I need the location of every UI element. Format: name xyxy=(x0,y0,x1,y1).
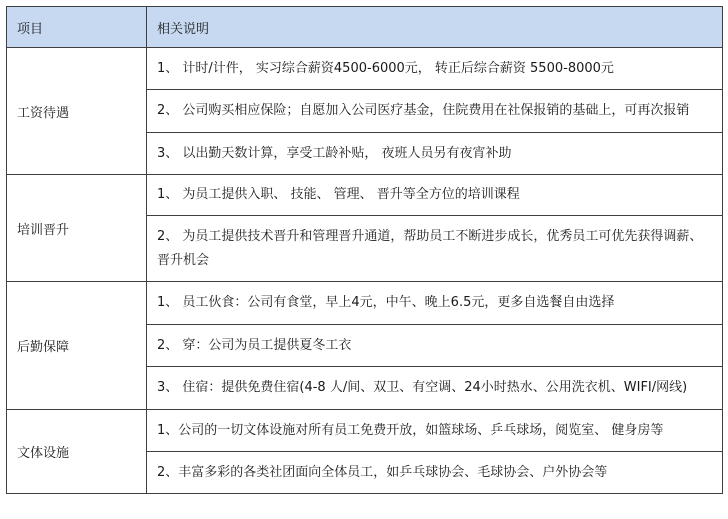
description-cell: 2、 公司购买相应保险；自愿加入公司医疗基金，住院费用在社保报销的基础上，可再次报销 xyxy=(147,90,723,133)
header-row xyxy=(7,7,723,48)
description-cell: 1、 员工伙食：公司有食堂，早上4元，中午、晚上6.5元，更多自选餐自由选择 xyxy=(147,282,723,325)
description-cell: 3、 住宿：提供免费住宿(4-8 人/间、双卫、有空调、24小时热水、公用洗衣机、WIFI/网线) xyxy=(147,367,723,410)
category-salary: 工资待遇 xyxy=(7,48,147,175)
description-cell: 2、 穿：公司为员工提供夏冬工衣 xyxy=(147,325,723,367)
description-cell: 2、丰富多彩的各类社团面向全体员工，如乒乓球协会、毛球协会、户外协会等 xyxy=(147,452,723,494)
description-cell: 1、 计时/计件， 实习综合薪资4500-6000元， 转正后综合薪资 5500-8000元 xyxy=(147,48,723,90)
header-item: 项目 xyxy=(7,7,147,48)
benefits-table-container xyxy=(6,6,722,494)
table-row xyxy=(7,282,723,325)
category-recreation: 文体设施 xyxy=(7,410,147,494)
description-cell: 2、 为员工提供技术晋升和管理晋升通道，帮助员工不断进步成长，优秀员工可优先获得调薪、晋升机会 xyxy=(147,216,723,282)
header-description: 相关说明 xyxy=(147,7,723,48)
table-row xyxy=(7,410,723,452)
category-logistics: 后勤保障 xyxy=(7,282,147,410)
description-cell: 3、 以出勤天数计算，享受工龄补贴， 夜班人员另有夜宵补助 xyxy=(147,133,723,175)
table-row xyxy=(7,48,723,90)
description-cell: 1、 为员工提供入职、 技能、 管理、 晋升等全方位的培训课程 xyxy=(147,175,723,216)
benefits-table xyxy=(6,6,723,494)
category-training: 培训晋升 xyxy=(7,175,147,282)
description-cell: 1、公司的一切文体设施对所有员工免费开放，如篮球场、乒乓球场，阅览室、 健身房等 xyxy=(147,410,723,452)
table-row xyxy=(7,175,723,216)
